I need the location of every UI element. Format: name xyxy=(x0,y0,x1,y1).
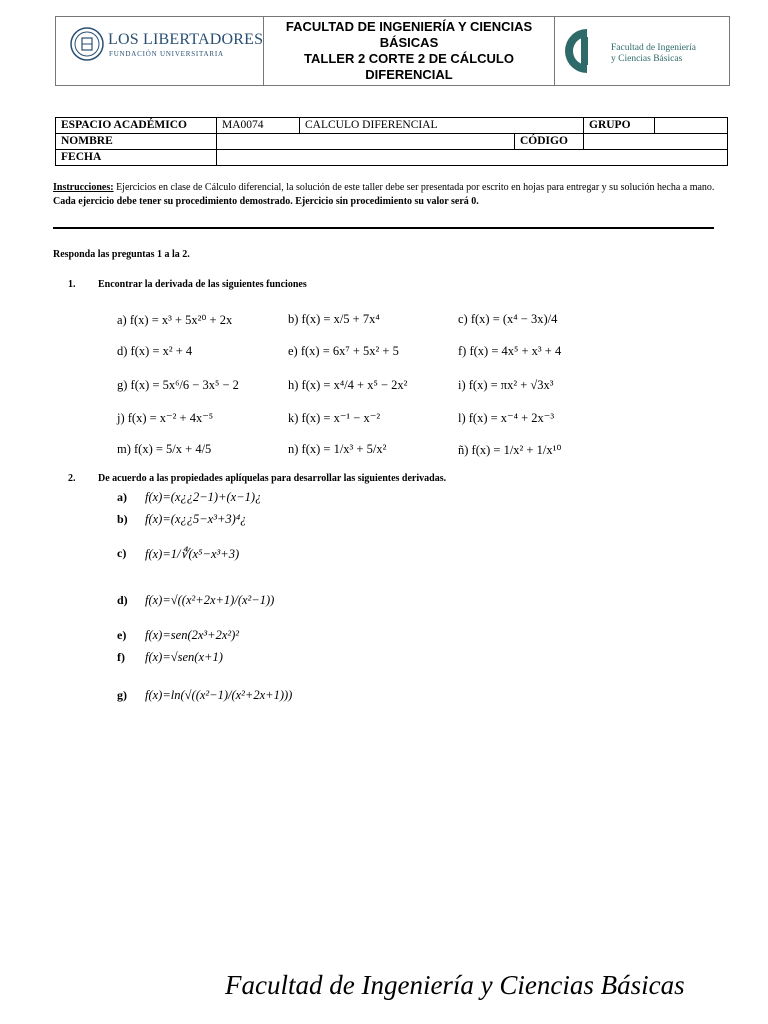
exercise-1-item: j) f(x) = x⁻² + 4x⁻⁵ xyxy=(117,411,214,425)
exercise-1-item: k) f(x) = x⁻¹ − x⁻² xyxy=(288,411,381,425)
instructions-note: Cada ejercicio debe tener su procedimiento demostrado. Ejercicio sin procedimiento su valor será 0. xyxy=(53,196,479,207)
header-title-line: FACULTAD DE INGENIERÍA Y CIENCIAS xyxy=(285,19,533,34)
faculty-logo-icon xyxy=(565,27,609,75)
exercise-1-item: ñ) f(x) = 1/x² + 1/x¹⁰ xyxy=(458,443,562,457)
exercise-2-formula: f(x)=√((x²+2x+1)/(x²−1)) xyxy=(145,593,275,607)
course-name: CALCULO DIFERENCIAL xyxy=(300,118,584,134)
exercise-2-label: a) xyxy=(117,490,127,504)
course-code: MA0074 xyxy=(217,118,300,134)
exercise-1-item: l) f(x) = x⁻⁴ + 2x⁻³ xyxy=(458,411,555,425)
question-text: De acuerdo a las propiedades aplíquelas para desarrollar las siguientes derivadas. xyxy=(98,473,447,484)
header-title-line: DIFERENCIAL xyxy=(365,67,453,82)
footer-text: Facultad de Ingeniería y Ciencias Básicas xyxy=(225,970,685,1000)
header-title xyxy=(264,19,554,83)
header-title-cell xyxy=(264,17,555,85)
logo-right-line: y Ciencias Básicas xyxy=(611,54,683,64)
exercise-2-label: c) xyxy=(117,546,127,560)
university-seal-icon xyxy=(70,27,104,61)
exercise-1-item: h) f(x) = x⁴/4 + x⁵ − 2x² xyxy=(288,378,408,392)
questions-intro: Responda las preguntas 1 a la 2. xyxy=(53,249,190,260)
logo-right-text xyxy=(611,43,696,65)
divider xyxy=(53,227,714,229)
exercise-2-label: g) xyxy=(117,688,127,702)
exercise-1-item: b) f(x) = x/5 + 7x⁴ xyxy=(288,312,380,326)
exercise-2-formula: f(x)=√sen(x+1) xyxy=(145,650,223,664)
header-title-line: TALLER 2 CORTE 2 DE CÁLCULO xyxy=(304,51,514,66)
question-1 xyxy=(68,279,307,290)
nombre-field[interactable] xyxy=(217,134,515,150)
grupo-label: GRUPO xyxy=(584,118,655,134)
grupo-field[interactable] xyxy=(655,118,728,134)
exercise-2-formula: f(x)=(x¿¿2−1)+(x−1)¿ xyxy=(145,490,262,504)
exercise-2-formula: f(x)=ln(√((x²−1)/(x²+2x+1))) xyxy=(145,688,293,702)
question-2 xyxy=(68,473,447,484)
exercise-1-item: i) f(x) = πx² + √3x³ xyxy=(458,378,554,392)
instructions xyxy=(53,181,723,209)
exercise-1-item: c) f(x) = (x⁴ − 3x)/4 xyxy=(458,312,558,326)
instructions-text: Ejercicios en clase de Cálculo diferencial, la solución de este taller debe ser presentada por escrito en hojas para entregar y su solución hecha a mano. xyxy=(113,182,715,193)
fecha-label: FECHA xyxy=(56,150,217,166)
espacio-label: ESPACIO ACADÉMICO xyxy=(56,118,217,134)
logo-left-subtitle: FUNDACIÓN UNIVERSITARIA xyxy=(109,50,224,58)
exercise-2-formula: f(x)=(x¿¿5−x³+3)⁴¿ xyxy=(145,512,247,526)
exercise-2-label: b) xyxy=(117,512,128,526)
header-right-logo-cell xyxy=(555,17,729,85)
fecha-field[interactable] xyxy=(217,150,728,166)
codigo-field[interactable] xyxy=(584,134,728,150)
question-text: Encontrar la derivada de las siguientes funciones xyxy=(98,279,307,290)
exercise-2-formula: f(x)=sen(2x³+2x²)² xyxy=(145,628,240,642)
exercise-1-item: n) f(x) = 1/x³ + 5/x² xyxy=(288,442,387,456)
exercise-1-item: e) f(x) = 6x⁷ + 5x² + 5 xyxy=(288,344,399,358)
instructions-label: Instrucciones: xyxy=(53,182,114,193)
question-number: 2. xyxy=(68,473,76,484)
exercise-2-label: d) xyxy=(117,593,128,607)
exercise-2-formula: f(x)=1/∜(x⁵−x³+3) xyxy=(145,547,240,561)
document-header xyxy=(55,16,730,86)
student-info-table xyxy=(55,117,728,166)
exercise-2-label: f) xyxy=(117,650,125,664)
exercise-1-item: f) f(x) = 4x⁵ + x³ + 4 xyxy=(458,344,562,358)
exercise-1-item: g) f(x) = 5x⁶/6 − 3x⁵ − 2 xyxy=(117,378,239,392)
exercise-1-item: m) f(x) = 5/x + 4/5 xyxy=(117,442,212,456)
logo-left-name: LOS LIBERTADORES xyxy=(108,31,264,48)
header-title-line: BÁSICAS xyxy=(379,35,439,50)
header-left-logo-cell xyxy=(56,17,264,85)
nombre-label: NOMBRE xyxy=(56,134,217,150)
logo-right-line: Facultad de Ingeniería xyxy=(611,43,696,53)
codigo-label: CÓDIGO xyxy=(515,134,584,150)
exercise-1-item: a) f(x) = x³ + 5x²⁰ + 2x xyxy=(117,313,233,327)
exercise-1-item: d) f(x) = x² + 4 xyxy=(117,344,193,358)
exercise-2-label: e) xyxy=(117,628,127,642)
question-number: 1. xyxy=(68,279,76,290)
